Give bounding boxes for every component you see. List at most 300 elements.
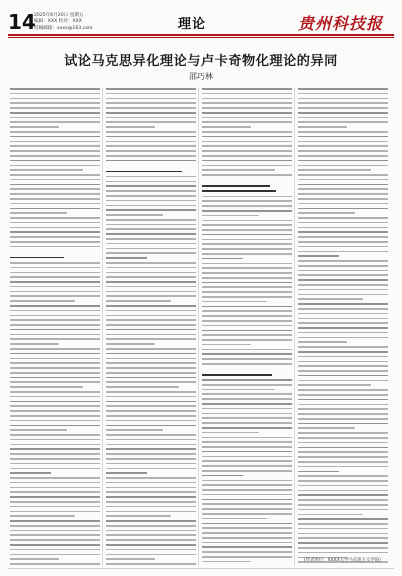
- body-text-line: [202, 325, 292, 327]
- body-text-line: [298, 509, 388, 511]
- body-text-line: [202, 353, 292, 355]
- body-text-line: [106, 530, 196, 532]
- body-text-line: [202, 320, 292, 322]
- column-divider: [198, 88, 199, 566]
- body-text-line: [298, 447, 388, 449]
- body-text-line: [10, 448, 100, 450]
- body-text-line: [202, 315, 292, 317]
- body-text-line: [298, 217, 388, 219]
- body-text-line: [10, 549, 100, 551]
- body-text-line: [202, 523, 292, 525]
- body-text-line: [106, 463, 196, 465]
- body-text-line: [10, 295, 100, 297]
- body-text-line: [202, 527, 292, 529]
- body-text-line: [106, 295, 196, 297]
- body-text-line: [202, 542, 292, 544]
- body-text-line: [202, 200, 292, 202]
- body-text-line: [106, 353, 196, 355]
- body-text-line: [202, 141, 292, 143]
- author-affiliation: (作者单位：XXXX大学马克思主义学院): [304, 558, 381, 563]
- body-text-line: [202, 480, 292, 482]
- body-text-line: [202, 475, 243, 477]
- body-text-line: [10, 439, 100, 441]
- body-text-line: [10, 386, 83, 388]
- body-text-line: [202, 155, 292, 157]
- body-text-line: [298, 514, 363, 516]
- body-text-line: [10, 520, 100, 522]
- article-author: 邵巧林: [189, 72, 213, 81]
- body-text-line: [106, 410, 196, 412]
- body-text-line: [106, 136, 196, 138]
- body-text-line: [106, 155, 196, 157]
- body-text-line: [10, 222, 100, 224]
- body-text-line: [10, 525, 100, 527]
- body-text-line: [202, 205, 292, 207]
- body-text-line: [202, 470, 292, 472]
- body-text-line: [10, 511, 100, 513]
- body-text-line: [298, 289, 388, 291]
- body-text-line: [202, 513, 292, 515]
- masthead-logo: 贵州科技报: [298, 14, 384, 33]
- body-text-line: [106, 525, 196, 527]
- body-text-line: [106, 141, 196, 143]
- body-text-line: [202, 306, 292, 308]
- body-text-line: [202, 446, 292, 448]
- body-text-line: [106, 238, 196, 240]
- body-text-line: [298, 160, 388, 162]
- body-text-line: [106, 491, 196, 493]
- body-text-line: [106, 549, 196, 551]
- body-text-line: [298, 179, 388, 181]
- body-text-line: [10, 145, 100, 147]
- body-text-line: [10, 554, 100, 556]
- body-text-line: [106, 534, 196, 536]
- body-text-line: [202, 408, 292, 410]
- body-text-line: [202, 117, 292, 119]
- body-text-line: [10, 544, 100, 546]
- body-text-line: [202, 330, 292, 332]
- body-text-line: [202, 413, 292, 415]
- body-text-line: [298, 408, 388, 410]
- body-text-line: [202, 561, 251, 563]
- submission-email: 投稿邮箱：xxxx@163.com: [34, 25, 93, 31]
- body-text-line: [10, 425, 100, 427]
- body-text-line: [10, 300, 75, 302]
- body-text-line: [298, 107, 388, 109]
- body-text-line: [10, 203, 100, 205]
- page-number: 14: [8, 10, 36, 34]
- body-text-line: [202, 291, 292, 293]
- body-text-line: [298, 337, 388, 339]
- body-text-line: [10, 343, 59, 345]
- body-text-line: [298, 365, 388, 367]
- body-text-line: [298, 126, 347, 128]
- body-text-line: [202, 310, 292, 312]
- body-text-line: [106, 190, 196, 192]
- body-text-line: [106, 262, 196, 264]
- issue-meta: [34, 13, 92, 32]
- body-text-line: [202, 422, 292, 424]
- body-text-line: [10, 477, 100, 479]
- body-text-line: [10, 174, 100, 176]
- body-text-line: [106, 487, 196, 489]
- body-text-line: [106, 209, 196, 211]
- body-text-line: [10, 530, 100, 532]
- column-divider: [102, 88, 103, 566]
- body-text-line: [106, 429, 163, 431]
- body-text-line: [10, 348, 100, 350]
- body-text-line: [106, 205, 196, 207]
- body-text-line: [10, 391, 100, 393]
- body-text-line: [10, 212, 67, 214]
- body-text-line: [10, 534, 100, 536]
- text-column-3: [202, 88, 292, 566]
- body-text-line: [10, 272, 100, 274]
- body-text-line: [10, 468, 100, 470]
- body-text-line: [202, 282, 292, 284]
- body-text-line: [202, 112, 292, 114]
- body-text-line: [202, 165, 292, 167]
- body-text-line: [202, 363, 292, 365]
- body-text-line: [106, 329, 196, 331]
- body-text-line: [106, 228, 196, 230]
- body-text-line: [106, 117, 196, 119]
- body-text-line: [10, 198, 100, 200]
- body-text-line: [106, 405, 196, 407]
- body-text-line: [10, 241, 100, 243]
- body-text-line: [202, 301, 267, 303]
- body-text-line: [106, 112, 196, 114]
- body-text-line: [106, 520, 196, 522]
- body-text-line: [10, 429, 67, 431]
- body-text-line: [298, 193, 388, 195]
- body-text-line: [298, 461, 388, 463]
- body-text-line: [298, 222, 388, 224]
- body-text-line: [202, 508, 292, 510]
- body-text-line: [10, 208, 100, 210]
- body-text-line: [106, 200, 196, 202]
- body-text-line: [298, 370, 388, 372]
- subheading-line: [202, 374, 272, 376]
- body-text-line: [10, 353, 100, 355]
- body-text-line: [10, 362, 100, 364]
- body-text-line: [202, 556, 292, 558]
- subheading-line: [10, 257, 64, 259]
- body-text-line: [202, 169, 275, 171]
- body-text-line: [106, 415, 196, 417]
- body-text-line: [202, 272, 292, 274]
- body-text-line: [106, 121, 196, 123]
- body-text-line: [10, 107, 100, 109]
- body-text-line: [106, 98, 196, 100]
- body-text-line: [106, 391, 196, 393]
- body-text-line: [202, 136, 292, 138]
- body-text-line: [106, 131, 196, 133]
- body-text-line: [10, 420, 100, 422]
- subheading-line: [106, 171, 182, 173]
- body-text-line: [202, 451, 292, 453]
- body-text-line: [202, 126, 251, 128]
- body-text-line: [106, 150, 196, 152]
- body-text-line: [10, 563, 100, 565]
- body-text-line: [298, 375, 388, 377]
- body-text-line: [106, 381, 196, 383]
- body-text-line: [202, 532, 292, 534]
- body-text-line: [202, 358, 292, 360]
- body-text-line: [10, 315, 100, 317]
- body-text-line: [298, 537, 388, 539]
- body-text-line: [106, 181, 196, 183]
- body-text-line: [202, 398, 292, 400]
- body-text-line: [202, 349, 292, 351]
- body-text-line: [202, 393, 292, 395]
- body-text-line: [202, 296, 292, 298]
- body-text-line: [106, 145, 196, 147]
- body-text-line: [298, 136, 388, 138]
- paragraph-gap: [10, 251, 100, 254]
- body-text-line: [106, 224, 196, 226]
- body-text-line: [106, 233, 196, 235]
- body-text-line: [298, 399, 388, 401]
- body-text-line: [202, 160, 292, 162]
- body-text-line: [202, 220, 292, 222]
- body-text-line: [202, 229, 292, 231]
- body-text-line: [106, 496, 196, 498]
- body-text-line: [10, 329, 100, 331]
- body-text-line: [298, 308, 388, 310]
- body-text-line: [298, 294, 388, 296]
- body-text-line: [106, 468, 196, 470]
- body-text-line: [298, 413, 388, 415]
- body-text-line: [298, 121, 388, 123]
- body-text-line: [106, 554, 196, 556]
- body-text-line: [106, 88, 196, 90]
- body-text-line: [298, 423, 388, 425]
- body-text-line: [202, 484, 292, 486]
- body-text-line: [298, 313, 388, 315]
- body-text-line: [106, 453, 196, 455]
- body-text-line: [106, 372, 196, 374]
- body-text-line: [298, 471, 339, 473]
- body-text-line: [202, 503, 292, 505]
- paragraph-gap: [202, 368, 292, 371]
- subheading-line: [202, 190, 276, 192]
- body-text-line: [298, 518, 388, 520]
- body-text-line: [10, 150, 100, 152]
- body-text-line: [106, 315, 196, 317]
- body-text-line: [298, 451, 388, 453]
- body-text-line: [298, 279, 388, 281]
- body-text-line: [10, 358, 100, 360]
- body-text-line: [202, 88, 292, 90]
- body-text-line: [10, 227, 100, 229]
- header-rule: [8, 34, 394, 36]
- body-text-line: [202, 258, 243, 260]
- body-text-line: [202, 389, 275, 391]
- body-text-line: [202, 98, 292, 100]
- body-text-line: [202, 499, 292, 501]
- body-text-line: [106, 563, 196, 565]
- body-text-line: [106, 248, 196, 250]
- body-text-line: [202, 145, 292, 147]
- paragraph-gap: [202, 179, 292, 182]
- body-text-line: [10, 117, 100, 119]
- body-text-line: [106, 501, 196, 503]
- body-text-line: [106, 367, 196, 369]
- body-text-line: [10, 291, 100, 293]
- body-text-line: [298, 466, 388, 468]
- body-text-line: [10, 482, 100, 484]
- body-text-line: [10, 155, 100, 157]
- body-text-line: [106, 252, 196, 254]
- body-text-line: [106, 439, 196, 441]
- body-text-line: [10, 310, 100, 312]
- body-text-line: [10, 434, 100, 436]
- body-text-line: [202, 344, 251, 346]
- body-text-line: [10, 88, 100, 90]
- body-text-line: [106, 195, 196, 197]
- body-text-line: [298, 93, 388, 95]
- body-text-line: [106, 291, 196, 293]
- body-text-line: [202, 253, 292, 255]
- body-text-line: [298, 131, 388, 133]
- body-text-line: [298, 356, 388, 358]
- body-text-line: [298, 499, 388, 501]
- body-text-line: [106, 396, 196, 398]
- body-text-line: [10, 236, 100, 238]
- body-text-line: [10, 338, 100, 340]
- body-text-line: [298, 494, 388, 496]
- body-text-line: [202, 441, 292, 443]
- body-text-line: [298, 475, 388, 477]
- body-text-line: [10, 487, 100, 489]
- body-text-line: [202, 489, 292, 491]
- body-text-line: [202, 215, 259, 217]
- body-text-line: [202, 263, 292, 265]
- body-text-line: [298, 480, 388, 482]
- body-text-line: [298, 552, 388, 554]
- body-text-line: [202, 174, 292, 176]
- body-text-line: [10, 458, 100, 460]
- body-text-line: [298, 284, 388, 286]
- body-text-line: [106, 126, 155, 128]
- body-text-line: [298, 270, 388, 272]
- body-text-line: [298, 332, 388, 334]
- body-text-line: [298, 102, 388, 104]
- body-text-line: [202, 403, 292, 405]
- body-text-line: [298, 155, 388, 157]
- body-text-line: [10, 372, 100, 374]
- body-text-line: [298, 322, 388, 324]
- editor-info: 编辑：XXX 校对：XXX: [34, 19, 82, 25]
- body-text-line: [10, 102, 100, 104]
- body-text-line: [10, 179, 100, 181]
- body-text-line: [202, 243, 292, 245]
- body-text-line: [106, 458, 196, 460]
- body-text-line: [298, 174, 388, 176]
- body-text-line: [202, 107, 292, 109]
- body-text-line: [106, 185, 196, 187]
- body-text-line: [202, 277, 292, 279]
- body-text-line: [202, 210, 292, 212]
- body-text-line: [202, 239, 292, 241]
- body-text-line: [298, 274, 388, 276]
- body-text-line: [202, 379, 292, 381]
- body-text-line: [202, 518, 267, 520]
- body-text-line: [106, 286, 196, 288]
- body-text-line: [298, 303, 388, 305]
- body-text-line: [106, 515, 171, 517]
- body-text-line: [106, 477, 196, 479]
- body-text-line: [10, 324, 100, 326]
- body-text-line: [10, 281, 100, 283]
- body-text-line: [10, 496, 100, 498]
- body-text-line: [10, 188, 100, 190]
- body-text-line: [106, 267, 196, 269]
- body-text-line: [10, 396, 100, 398]
- body-text-line: [106, 176, 196, 178]
- body-text-line: [106, 362, 196, 364]
- body-text-line: [106, 506, 196, 508]
- body-text-line: [10, 126, 59, 128]
- body-text-line: [10, 141, 100, 143]
- body-text-line: [10, 415, 100, 417]
- body-text-line: [106, 160, 196, 162]
- body-text-line: [202, 150, 292, 152]
- body-text-line: [298, 341, 347, 343]
- body-text-line: [106, 558, 155, 560]
- body-text-line: [298, 169, 371, 171]
- body-text-line: [10, 93, 100, 95]
- body-text-line: [202, 537, 292, 539]
- body-text-line: [298, 236, 388, 238]
- body-text-line: [298, 227, 388, 229]
- body-text-line: [10, 501, 100, 503]
- body-text-line: [202, 546, 292, 548]
- body-text-line: [106, 243, 196, 245]
- body-text-line: [298, 361, 388, 363]
- body-text-line: [106, 511, 196, 513]
- body-text-line: [298, 404, 388, 406]
- body-text-line: [298, 528, 388, 530]
- body-text-line: [298, 490, 388, 492]
- body-text-line: [202, 248, 292, 250]
- body-text-line: [298, 260, 388, 262]
- header-rule-thin: [8, 37, 394, 38]
- body-text-line: [10, 558, 59, 560]
- body-text-line: [10, 262, 100, 264]
- body-text-line: [10, 246, 100, 248]
- body-text-line: [202, 102, 292, 104]
- body-text-line: [202, 234, 292, 236]
- section-title: 理论: [178, 17, 207, 32]
- body-text-line: [10, 160, 100, 162]
- body-text-line: [298, 88, 388, 90]
- body-text-line: [10, 165, 100, 167]
- body-text-line: [298, 523, 388, 525]
- body-text-line: [10, 401, 100, 403]
- body-text-line: [106, 334, 196, 336]
- body-text-line: [10, 506, 100, 508]
- body-text-line: [298, 117, 388, 119]
- body-text-line: [202, 196, 292, 198]
- body-text-line: [106, 472, 147, 474]
- body-text-line: [106, 281, 196, 283]
- body-text-line: [298, 442, 388, 444]
- footer-rule: [8, 568, 394, 569]
- body-text-line: [202, 432, 259, 434]
- body-text-line: [298, 188, 388, 190]
